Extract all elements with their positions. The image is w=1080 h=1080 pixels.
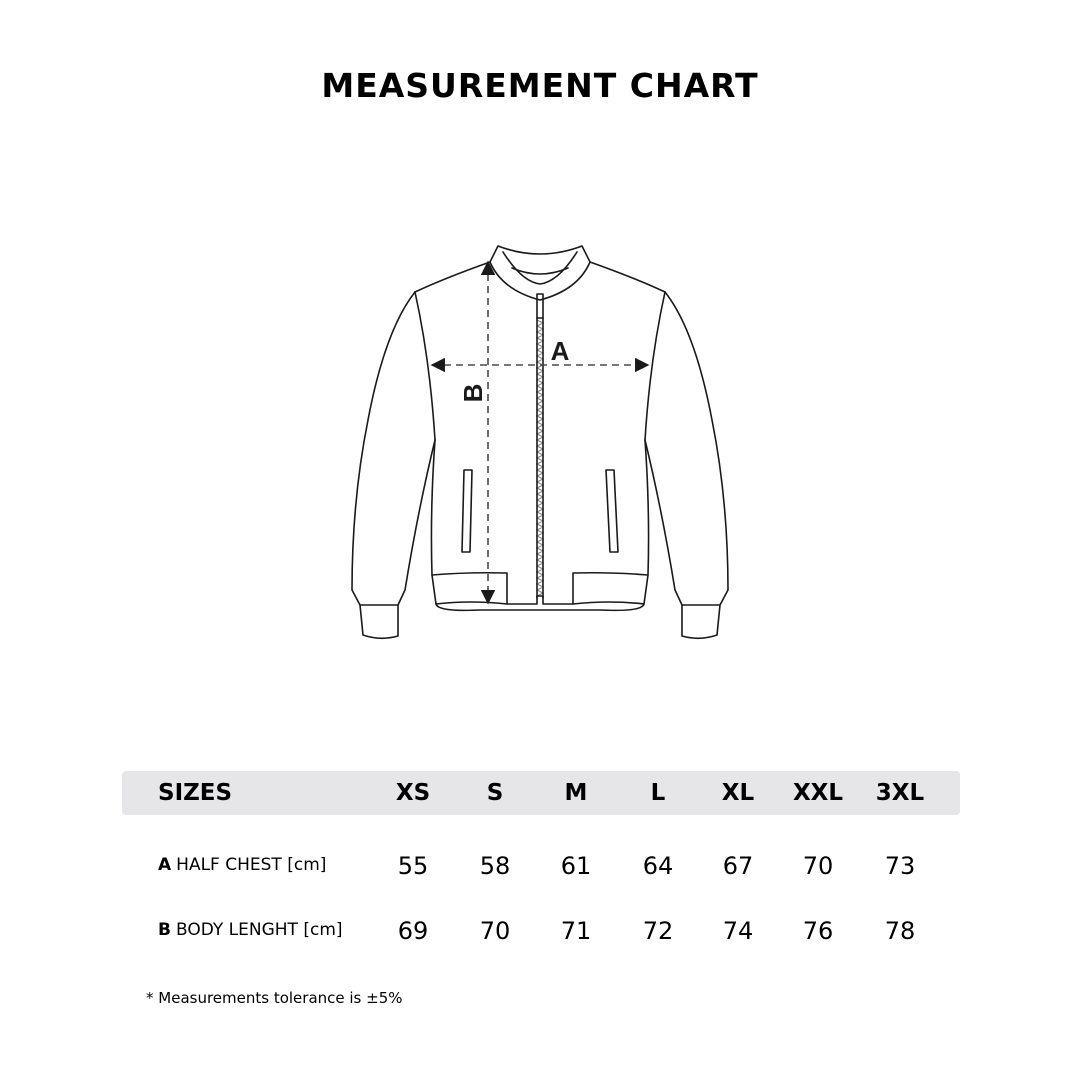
collar-inner bbox=[503, 252, 577, 284]
table-cell: 76 bbox=[802, 917, 834, 945]
table-cell: 61 bbox=[560, 852, 592, 880]
body-right-side bbox=[645, 440, 649, 575]
right-sleeve bbox=[645, 292, 728, 605]
table-cell: 78 bbox=[884, 917, 916, 945]
table-cell: 70 bbox=[802, 852, 834, 880]
row-label-half-chest bbox=[158, 855, 326, 875]
table-cell: 74 bbox=[722, 917, 754, 945]
sizes-header: SIZES bbox=[158, 780, 233, 806]
row-key-b: B bbox=[158, 920, 171, 940]
size-header-3xl: 3XL bbox=[875, 780, 925, 806]
table-cell: 70 bbox=[479, 917, 511, 945]
right-pocket bbox=[606, 470, 618, 552]
row-key-a: A bbox=[158, 855, 172, 875]
left-shoulder bbox=[415, 262, 490, 292]
table-cell: 67 bbox=[722, 852, 754, 880]
table-cell: 73 bbox=[884, 852, 916, 880]
page-title: MEASUREMENT CHART bbox=[321, 66, 759, 105]
left-cuff bbox=[360, 605, 398, 638]
right-cuff bbox=[682, 605, 720, 638]
row-text-half-chest: HALF CHEST [cm] bbox=[176, 855, 327, 875]
size-header-s: S bbox=[486, 780, 504, 806]
zipper-pull bbox=[537, 294, 543, 318]
measure-label-b: B bbox=[458, 383, 488, 403]
table-cell: 72 bbox=[642, 917, 674, 945]
left-sleeve bbox=[352, 292, 435, 605]
tolerance-note: * Measurements tolerance is ±5% bbox=[146, 989, 403, 1007]
size-header-xs: XS bbox=[395, 780, 431, 806]
table-cell: 64 bbox=[642, 852, 674, 880]
measure-label-a: A bbox=[550, 336, 570, 366]
row-label-body-length bbox=[158, 920, 343, 940]
size-header-xxl: XXL bbox=[792, 780, 844, 806]
body-left-side bbox=[431, 440, 435, 575]
table-cell: 58 bbox=[479, 852, 511, 880]
table-cell: 55 bbox=[397, 852, 429, 880]
table-cell: 69 bbox=[397, 917, 429, 945]
row-text-body-length: BODY LENGHT [cm] bbox=[175, 920, 343, 940]
left-pocket bbox=[462, 470, 472, 552]
right-shoulder bbox=[590, 262, 665, 292]
size-header-m: M bbox=[564, 780, 588, 806]
size-header-l: L bbox=[650, 780, 666, 806]
table-cell: 71 bbox=[560, 917, 592, 945]
size-header-xl: XL bbox=[721, 780, 755, 806]
